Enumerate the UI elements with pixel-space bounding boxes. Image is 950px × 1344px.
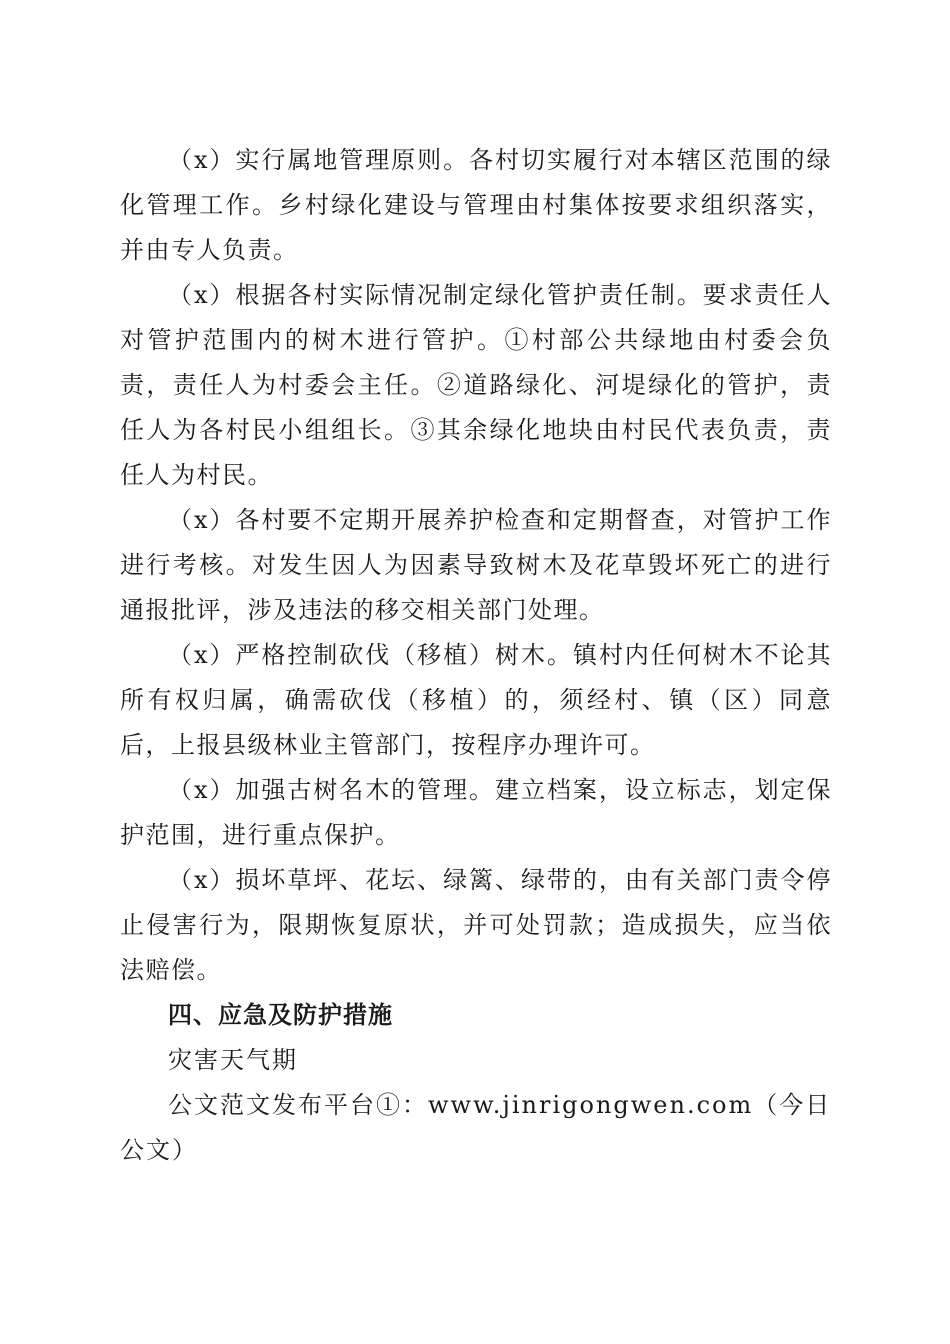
footer-note: 公文范文发布平台①：www.jinrigongwen.com（今日公文）: [120, 1091, 832, 1164]
document-body: [120, 138, 832, 1173]
section-heading: 四、应急及防护措施: [168, 1001, 393, 1029]
paragraph-tree-felling-control: （x）严格控制砍伐（移植）树木。镇村内任何树木不论其所有权归属，确需砍伐（移植）的，须经村、镇（区）同意后，上报县级林业主管部门，按程序办理许可。: [120, 641, 832, 759]
paragraph-inspection: （x）各村要不定期开展养护检查和定期督查，对管护工作进行考核。对发生因人为因素导致树木及花草毁坏死亡的进行通报批评，涉及违法的移交相关部门处理。: [120, 506, 832, 624]
paragraph-ancient-trees: （x）加强古树名木的管理。建立档案，设立标志，划定保护范围，进行重点保护。: [120, 776, 832, 849]
paragraph-damage-penalty: （x）损坏草坪、花坛、绿篱、绿带的，由有关部门责令停止侵害行为，限期恢复原状，并可处罚款；造成损失，应当依法赔偿。: [120, 866, 832, 984]
paragraph-responsibility-system: （x）根据各村实际情况制定绿化管护责任制。要求责任人对管护范围内的树木进行管护。①村部公共绿地由村委会负责，责任人为村委会主任。②道路绿化、河堤绿化的管护，责任人为各村民小组组长。③其余绿化地块由村民代表负责，责任人为村民。: [120, 281, 832, 489]
subheading: 灾害天气期: [168, 1046, 298, 1074]
paragraph-territorial-management: （x）实行属地管理原则。各村切实履行对本辖区范围的绿化管理工作。乡村绿化建设与管理由村集体按要求组织落实，并由专人负责。: [120, 146, 832, 264]
